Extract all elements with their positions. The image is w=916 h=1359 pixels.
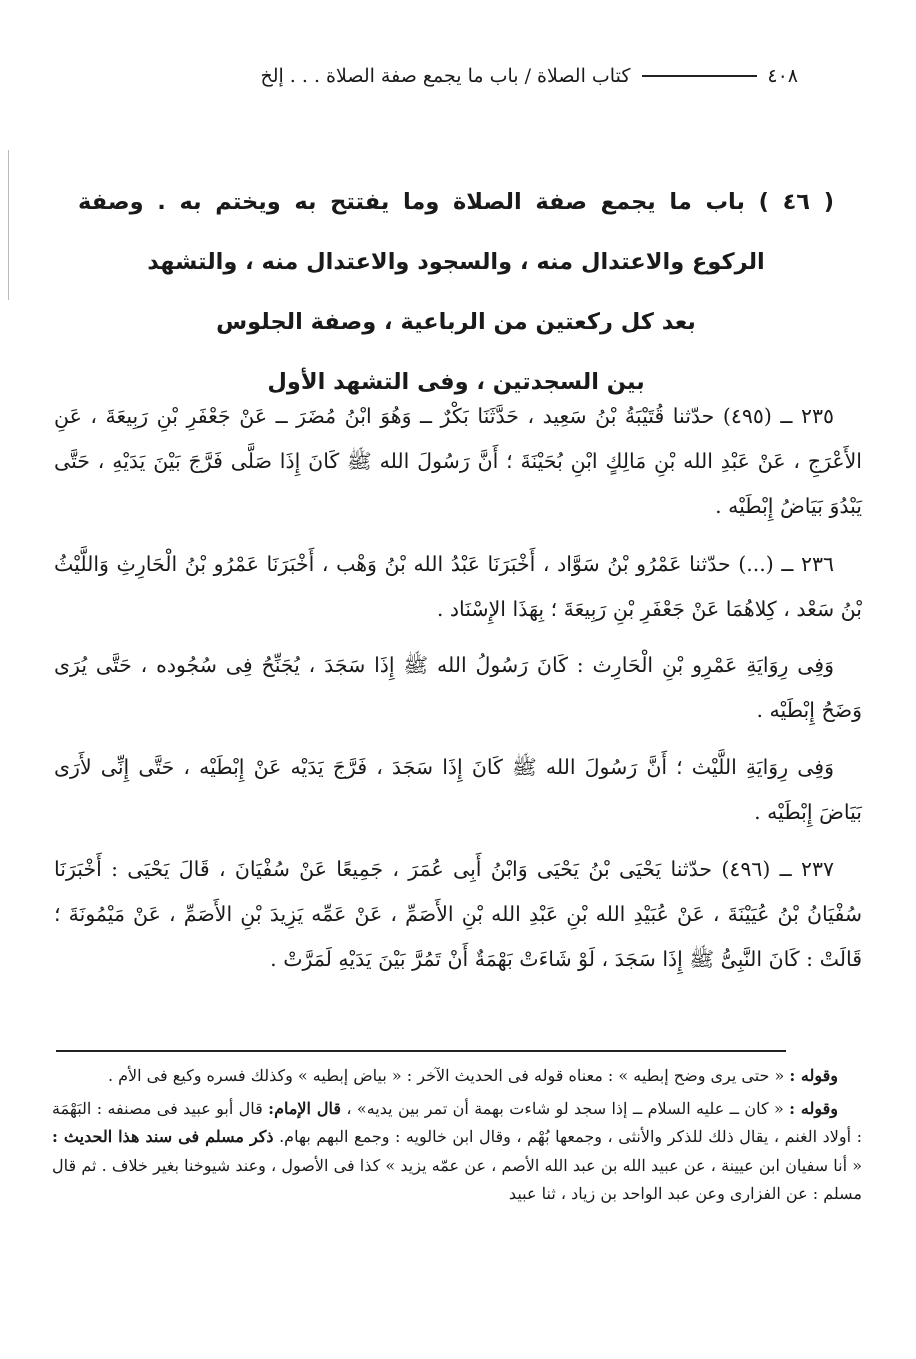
- note-2-tail: « أنا سفيان ابن عيينة ، عن عبيد الله بن عبد الله الأصم ، عن عمّه يزيد » كذا فى الأصول ، وعند شيوخنا بغير خلاف . ثم قال مسلم : عن الفزارى وعن عبد الواحد بن زياد ، ثنا عبيد: [52, 1155, 862, 1203]
- chapter-heading-line-2: الركوع والاعتدال منه ، والسجود والاعتدال منه ، والتشهد: [147, 249, 765, 275]
- hadith-237: ٢٣٧ ــ (٤٩٦) حدّثنا يَحْيَى بْنُ يَحْيَى وَابْنُ أَبِى عُمَرَ ، جَمِيعًا عَنْ سُفْيَانَ ، قَالَ يَحْيَى : أَخْبَرَنَا سُفْيَانُ بْنُ عُيَيْنَةَ ، عَنْ عُبَيْدِ الله بْنِ عَبْدِ الله بْنِ الأَصَمِّ ، عَنْ عَمِّه يَزِيدَ بْنِ الأَصَمِّ ، عَنْ مَيْمُونَةَ ؛ قَالَتْ : كَانَ النَّبِىُّ ﷺ إِذَا سَجَدَ ، لَوْ شَاءَتْ بَهْمَةٌ أَنْ تَمُرَّ بَيْنَ يَدَيْهِ لَمَرَّتْ .: [54, 857, 862, 971]
- chapter-heading: [78, 172, 834, 412]
- note-1-text: « حتى يرى وضح إبطيه » : معناه قوله فى الحديث الآخر : « بياض إبطيه » وكذلك فسره وكيع فى الأم .: [107, 1066, 785, 1085]
- chapter-heading-line-1: ( ٤٦ ) باب ما يجمع صفة الصلاة وما يفتتح به ويختم به . وصفة: [78, 189, 834, 215]
- running-title: كتاب الصلاة / باب ما يجمع صفة الصلاة . . . إلخ: [260, 65, 631, 87]
- commentary-notes: [52, 1062, 862, 1213]
- note-2-dhikr: ذكر مسلم فى سند هذا الحديث :: [52, 1127, 274, 1146]
- note-2-lead: وقوله :: [789, 1098, 839, 1118]
- header-rule: [642, 75, 757, 77]
- hadith-235: ٢٣٥ ــ (٤٩٥) حدّثنا قُتَيْبَةُ بْنُ سَعِيد ، حَدَّثَنَا بَكْرٌ ــ وَهُوَ ابْنُ مُضَرَ ــ عَنْ جَعْفَرِ بْنِ رَبِيعَةَ ، عَنِ الأَعْرَجِ ، عَنْ عَبْدِ الله بْنِ مَالِكٍ ابْنِ بُحَيْنَةَ ؛ أَنَّ رَسُولَ الله ﷺ كَانَ إِذَا صَلَّى فَرَّجَ بَيْنَ يَدَيْهِ ، حَتَّى يَبْدُوَ بَيَاضُ إِبْطَيْه .: [54, 404, 862, 518]
- chapter-heading-line-4: بين السجدتين ، وفى التشهد الأول: [267, 369, 645, 395]
- footnote-rule: [56, 1050, 786, 1052]
- note-2-rest: قال أبو عبيد فى مصنفه : البَهْمَة : أولاد الغنم ، يقال ذلك للذكر والأنثى ، وجمعها بُهْم ، وقال ابن خالويه : وجمع البهم بهام.: [52, 1098, 863, 1146]
- note-1-lead: وقوله :: [789, 1066, 838, 1085]
- hadith-236-layth-version: وَفِى رِوَايَةِ اللَّيْث ؛ أَنَّ رَسُولَ الله ﷺ كَانَ إِذَا سَجَدَ ، فَرَّجَ يَدَيْه عَنْ إِبْطَيْه ، حَتَّى إِنِّى لأَرَى بَيَاضَ إِبْطَيْه .: [54, 755, 862, 824]
- note-2-text: « كان ــ عليه السلام ــ إذا سجد لو شاءت بهمة أن تمر بين يديه» ،: [346, 1098, 784, 1118]
- hadith-236: ٢٣٦ ــ (...) حدّثنا عَمْرُو بْنُ سَوَّاد ، أَخْبَرَنَا عَبْدُ الله بْنُ وَهْب ، أَخْبَرَنَا عَمْرُو بْنُ الْحَارِثِ وَاللَّيْثُ بْنُ سَعْد ، كِلاهُمَا عَنْ جَعْفَرِ بْنِ رَبِيعَةَ ؛ بِهَذَا الإِسْنَاد .: [54, 552, 862, 621]
- margin-rule: [8, 150, 9, 300]
- note-1: [52, 1062, 862, 1091]
- note-2-imam: قال الإمام:: [268, 1098, 341, 1118]
- page-number: ٤٠٨: [767, 65, 798, 87]
- chapter-heading-line-3: بعد كل ركعتين من الرباعية ، وصفة الجلوس: [216, 309, 696, 335]
- note-2: [52, 1095, 862, 1209]
- running-header: [28, 58, 798, 94]
- hadith-236-amr-version: وَفِى رِوَايَةِ عَمْرِو بْنِ الْحَارِث : كَانَ رَسُولُ الله ﷺ إِذَا سَجَدَ ، يُجَنِّحُ فِى سُجُوده ، حَتَّى يُرَى وَضَحُ إِبْطَيْه .: [54, 653, 862, 722]
